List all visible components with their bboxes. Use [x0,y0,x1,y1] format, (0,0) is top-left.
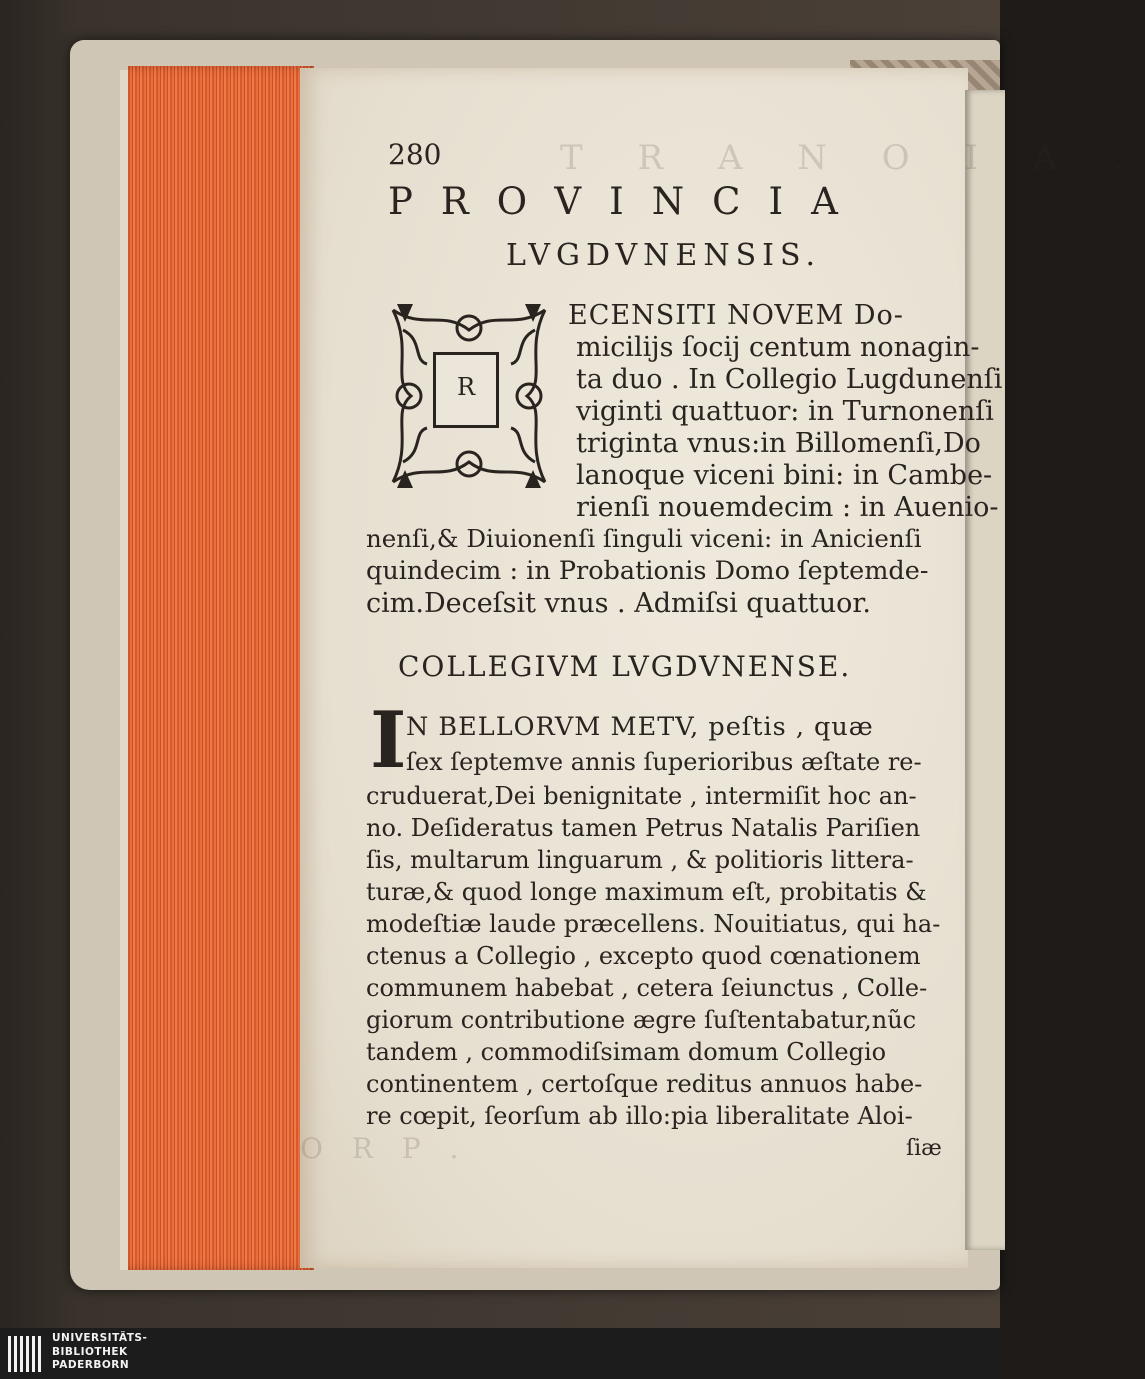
initial-box [433,352,499,428]
library-footer [0,1328,1000,1379]
library-logo-icon [8,1336,44,1372]
bleed-through-text: O R P . [300,1132,469,1165]
text-line: turæ,& quod longe maximum eſt, probitatis & [366,878,927,906]
text-line: N BELLORVM METV, peſtis , quæ [406,712,874,742]
text-line: ta duo . In Collegio Lugdunenſi [576,364,1003,395]
text-line: cim.Deceſsit vnus . Admiſsi quattuor. [366,588,871,619]
text-line: quindecim : in Probationis Domo ſeptemde- [366,556,929,586]
section-heading: COLLEGIVM LVGDVNENSE. [398,650,852,683]
library-name [52,1332,147,1373]
text-line: cruduerat,Dei benignitate , intermiſit hoc an- [366,782,917,810]
initial-letter: R [456,373,476,401]
page-title: PROVINCIA [388,180,866,223]
library-name-line: BIBLIOTHEK [52,1345,128,1358]
text-line: tandem , commodiſsimam domum Collegio [366,1038,887,1066]
text-line: viginti quattuor: in Turnonenſi [576,396,994,427]
text-line: re cœpit, ſeorſum ab illo:pia liberalitate Aloi- [366,1102,913,1130]
section-initial: I [370,695,407,786]
decorated-initial [383,300,555,492]
text-line: communem habebat , cetera ſeiunctus , Colle- [366,974,928,1002]
library-name-line: PADERBORN [52,1359,130,1371]
text-line: ECENSITI NOVEM Do- [568,300,904,331]
text-line: ctenus a Collegio , excepto quod cœnationem [366,942,921,970]
library-name-line: UNIVERSITÄTS- [52,1332,148,1344]
red-page-edges [128,66,314,1270]
text-line: no. Deſideratus tamen Petrus Natalis Pariſien [366,814,921,842]
text-line: micilijs ſocij centum nonagin- [576,332,980,363]
text-line: continentem , certoſque reditus annuos habe- [366,1070,923,1098]
text-line: rienſi nouemdecim : in Auenio- [576,492,999,523]
text-line: triginta vnus:in Billomenſi,Do [576,428,981,459]
page-subtitle: LVGDVNENSIS. [506,238,822,273]
text-line: giorum contributione ægre ſuſtentabatur,nũc [366,1006,917,1034]
catchword: ſiæ [906,1136,942,1161]
page-number: 280 [388,138,442,171]
text-line: ſis, multarum linguarum , & politioris littera- [366,846,914,874]
text-line: lanoque viceni bini: in Cambe- [576,460,993,491]
bleed-through-text: T R A N O I A . [560,138,1145,178]
facing-page-edge [965,90,1005,1250]
text-line: ſex ſeptemve annis ſuperioribus æſtate re- [406,748,922,776]
text-line: nenſi,& Diuionenſi ſinguli viceni: in Anicienſi [366,524,922,553]
text-line: modeſtiæ laude præcellens. Nouitiatus, qui ha- [366,910,941,938]
